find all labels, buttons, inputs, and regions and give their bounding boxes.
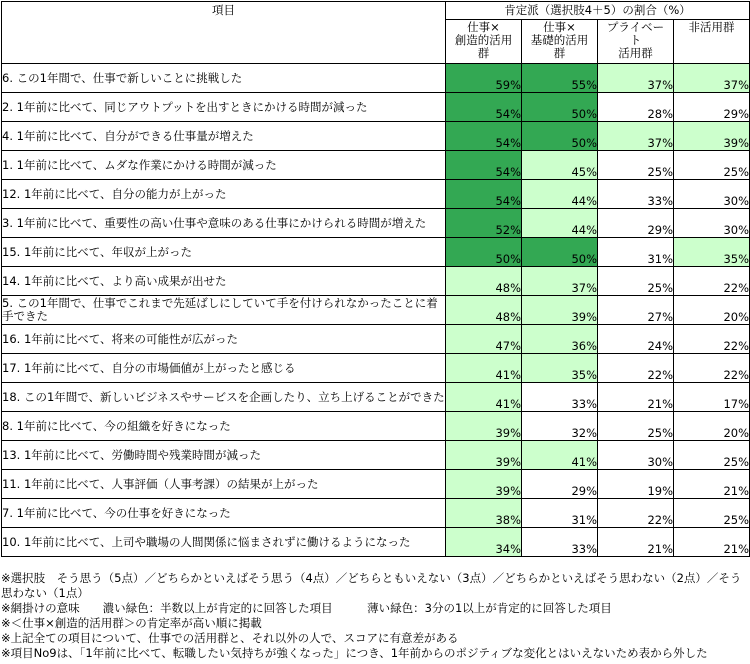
note-options: ※選択肢 そう思う（5点）／どちらかといえばそう思う（4点）／どちらともいえない（3点）／どちらかといえばそう思わない（2点）／そう思わない（1点） — [1, 571, 742, 600]
value-cell: 50% — [446, 238, 522, 267]
value-cell: 21% — [598, 383, 674, 412]
column-header-line: 仕事× — [467, 20, 500, 34]
table-row — [2, 180, 750, 209]
value-cell: 25% — [598, 267, 674, 296]
table-row — [2, 296, 750, 325]
column-header-line: プライベー — [606, 20, 665, 34]
value-cell: 31% — [598, 238, 674, 267]
column-header-line: 仕事× — [543, 20, 576, 34]
value-cell: 25% — [674, 151, 750, 180]
value-cell: 32% — [522, 412, 598, 441]
row-label: 14. 1年前に比べて、より高い成果が出せた — [2, 267, 446, 296]
value-cell: 54% — [446, 93, 522, 122]
row-label: 11. 1年前に比べて、人事評価（人事考課）の結果が上がった — [2, 470, 446, 499]
column-header-line: 群 — [553, 46, 566, 60]
column-header-line: 基礎的活用 — [530, 33, 589, 47]
value-cell: 35% — [522, 354, 598, 383]
table-row — [2, 441, 750, 470]
value-cell: 59% — [446, 64, 522, 93]
value-cell: 39% — [446, 441, 522, 470]
column-header-private — [598, 20, 674, 64]
value-cell: 35% — [674, 238, 750, 267]
column-header-line: 活用群 — [618, 46, 653, 60]
column-header-line: 群 — [477, 46, 490, 60]
note-exclusion: ※項目No9は、「1年前に比べて、転職したい気持ちが強くなった」につき、1年前からのポジティブな変化とはいえないため表から外した — [1, 646, 708, 660]
value-cell: 50% — [522, 93, 598, 122]
table-body — [2, 64, 750, 557]
table-row — [2, 64, 750, 93]
table-row — [2, 528, 750, 557]
value-cell: 22% — [674, 354, 750, 383]
note-order: ※＜仕事×創造的活用群＞の肯定率が高い順に掲載 — [1, 616, 262, 630]
value-cell: 29% — [674, 93, 750, 122]
value-cell: 37% — [598, 122, 674, 151]
value-cell: 25% — [674, 441, 750, 470]
row-label: 8. 1年前に比べて、今の組織を好きになった — [2, 412, 446, 441]
table-row — [2, 499, 750, 528]
table-row — [2, 238, 750, 267]
value-cell: 44% — [522, 209, 598, 238]
value-cell: 37% — [522, 267, 598, 296]
value-cell: 41% — [446, 383, 522, 412]
table-row — [2, 470, 750, 499]
value-cell: 22% — [598, 499, 674, 528]
value-cell: 37% — [674, 64, 750, 93]
column-header-creative — [446, 20, 522, 64]
row-label: 4. 1年前に比べて、自分ができる仕事量が増えた — [2, 122, 446, 151]
table-row — [2, 383, 750, 412]
row-label: 1. 1年前に比べて、ムダな作業にかける時間が減った — [2, 151, 446, 180]
value-cell: 44% — [522, 180, 598, 209]
value-cell: 41% — [522, 441, 598, 470]
table-row — [2, 412, 750, 441]
value-cell: 24% — [598, 325, 674, 354]
value-cell: 17% — [674, 383, 750, 412]
value-cell: 20% — [674, 412, 750, 441]
row-label: 3. 1年前に比べて、重要性の高い仕事や意味のある仕事にかけられる時間が増えた — [2, 209, 446, 238]
value-cell: 48% — [446, 296, 522, 325]
row-label: 6. この1年間で、仕事で新しいことに挑戦した — [2, 64, 446, 93]
value-cell: 22% — [598, 354, 674, 383]
value-cell: 39% — [522, 296, 598, 325]
table-row — [2, 354, 750, 383]
value-cell: 50% — [522, 122, 598, 151]
table-row — [2, 325, 750, 354]
value-cell: 25% — [598, 151, 674, 180]
survey-table — [1, 1, 750, 557]
value-cell: 22% — [674, 267, 750, 296]
value-cell: 48% — [446, 267, 522, 296]
value-cell: 25% — [598, 412, 674, 441]
value-cell: 54% — [446, 180, 522, 209]
value-cell: 25% — [674, 499, 750, 528]
value-cell: 38% — [446, 499, 522, 528]
value-cell: 37% — [598, 64, 674, 93]
value-cell: 34% — [446, 528, 522, 557]
table-row — [2, 151, 750, 180]
value-cell: 19% — [598, 470, 674, 499]
value-cell: 36% — [522, 325, 598, 354]
row-label: 2. 1年前に比べて、同じアウトプットを出すときにかける時間が減った — [2, 93, 446, 122]
column-header-line: 非活用群 — [688, 20, 735, 34]
value-cell: 21% — [674, 470, 750, 499]
row-label: 16. 1年前に比べて、将来の可能性が広がった — [2, 325, 446, 354]
value-cell: 54% — [446, 151, 522, 180]
value-cell: 39% — [674, 122, 750, 151]
value-cell: 33% — [522, 383, 598, 412]
note-shading: ※網掛けの意味 濃い緑色：半数以上が肯定的に回答した項目 薄い緑色：3分の1以上が肯定的に回答した項目 — [1, 601, 612, 615]
value-cell: 20% — [674, 296, 750, 325]
value-cell: 30% — [598, 441, 674, 470]
column-header-line: ト — [629, 33, 642, 47]
value-cell: 21% — [674, 528, 750, 557]
value-cell: 45% — [522, 151, 598, 180]
value-cell: 39% — [446, 470, 522, 499]
value-cell: 41% — [446, 354, 522, 383]
column-header-line: 創造的活用 — [454, 33, 513, 47]
row-label: 13. 1年前に比べて、労働時間や残業時間が減った — [2, 441, 446, 470]
value-cell: 27% — [598, 296, 674, 325]
value-cell: 29% — [598, 209, 674, 238]
value-cell: 22% — [674, 325, 750, 354]
value-cell: 33% — [522, 528, 598, 557]
item-column-header: 項目 — [2, 2, 446, 64]
row-label: 7. 1年前に比べて、今の仕事を好きになった — [2, 499, 446, 528]
value-cell: 50% — [522, 238, 598, 267]
row-label: 17. 1年前に比べて、自分の市場価値が上がったと感じる — [2, 354, 446, 383]
value-cell: 28% — [598, 93, 674, 122]
row-label: 12. 1年前に比べて、自分の能力が上がった — [2, 180, 446, 209]
table-row — [2, 93, 750, 122]
row-label: 15. 1年前に比べて、年収が上がった — [2, 238, 446, 267]
value-cell: 21% — [598, 528, 674, 557]
value-cell: 52% — [446, 209, 522, 238]
row-label: 18. この1年間で、新しいビジネスやサービスを企画したり、立ち上げることができた — [2, 383, 446, 412]
value-cell: 54% — [446, 122, 522, 151]
column-header-basic — [522, 20, 598, 64]
table-row — [2, 122, 750, 151]
value-cell: 55% — [522, 64, 598, 93]
value-cell: 29% — [522, 470, 598, 499]
notes — [1, 571, 749, 661]
note-significance: ※上記全ての項目について、仕事での活用群と、それ以外の人で、スコアに有意差がある — [1, 631, 459, 645]
column-header-nonuse — [674, 20, 750, 64]
group-header: 肯定派（選択肢4＋5）の割合（%） — [446, 2, 750, 20]
value-cell: 30% — [674, 180, 750, 209]
value-cell: 31% — [522, 499, 598, 528]
row-label: 5. この1年間で、仕事でこれまで先延ばしにしていて手を付けられなかったことに着手できた — [2, 296, 446, 325]
table-row — [2, 267, 750, 296]
value-cell: 33% — [598, 180, 674, 209]
value-cell: 30% — [674, 209, 750, 238]
row-label: 10. 1年前に比べて、上司や職場の人間関係に悩まされずに働けるようになった — [2, 528, 446, 557]
table-row — [2, 209, 750, 238]
value-cell: 39% — [446, 412, 522, 441]
value-cell: 47% — [446, 325, 522, 354]
